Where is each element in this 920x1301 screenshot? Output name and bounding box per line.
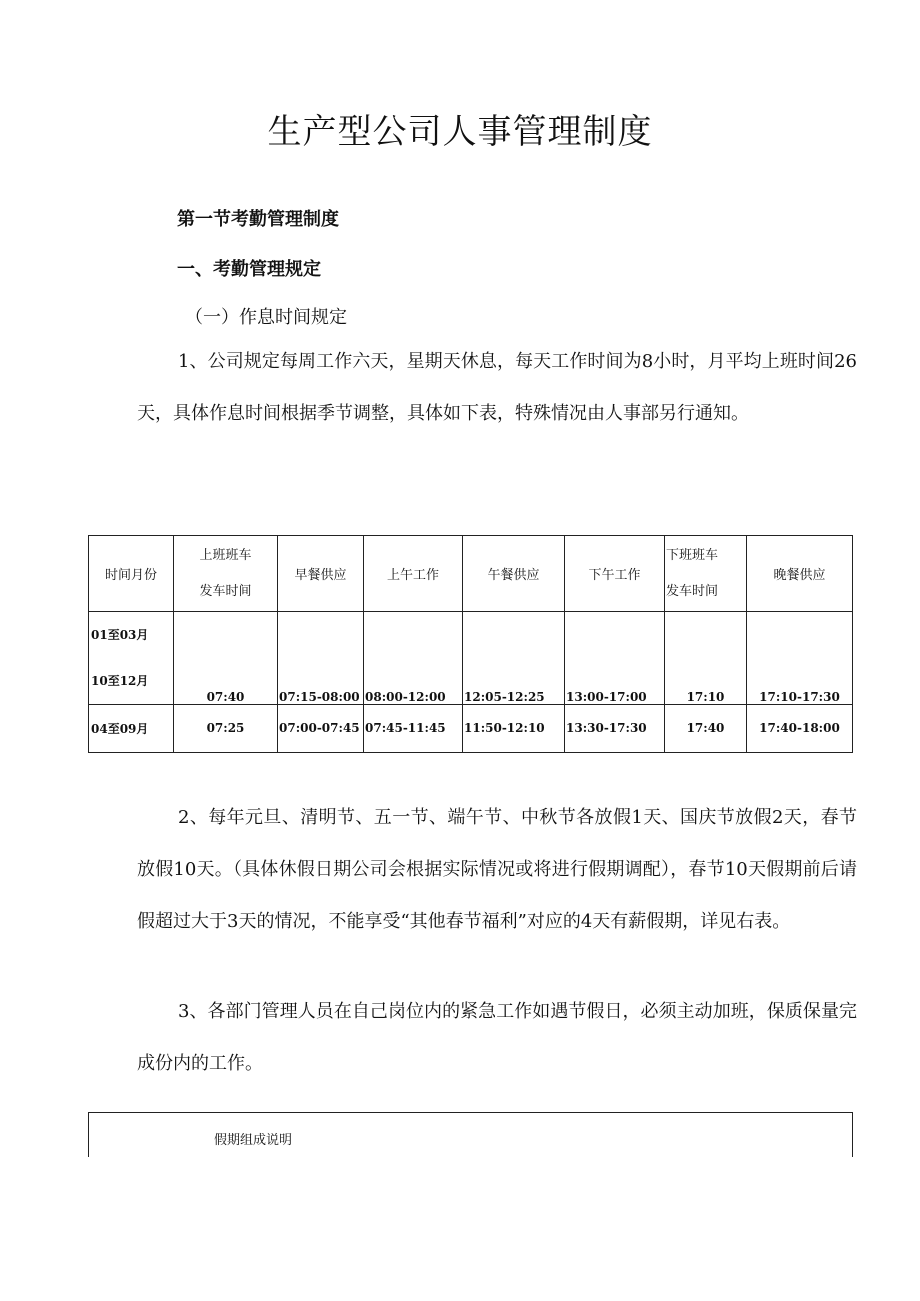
header-commute-in-line1: 上班班车 xyxy=(199,547,252,563)
holiday-table-title: 假期组成说明 xyxy=(214,1133,293,1148)
header-breakfast: 早餐供应 xyxy=(278,536,364,612)
cell-afternoon-work xyxy=(565,705,665,753)
cell-commute-out xyxy=(665,705,747,753)
paragraph-1: 1、公司规定每周工作六天，星期天休息，每天工作时间为8小时，月平均上班时间26天，具体作息时间根据季节调整，具体如下表，特殊情况由人事部另行通知。 xyxy=(137,351,857,424)
header-month: 时间月份 xyxy=(89,536,174,612)
section-heading: 第一节考勤管理制度 xyxy=(177,209,339,230)
paragraph-3: 3、各部门管理人员在自己岗位内的紧急工作如遇节假日，必须主动加班，保质保量完成份内的工作。 xyxy=(137,1001,857,1074)
holiday-table xyxy=(88,1112,853,1157)
subsection-heading: 一、考勤管理规定 xyxy=(177,259,321,280)
cell-dinner xyxy=(747,612,853,705)
cell-morning-work xyxy=(364,612,463,705)
header-lunch: 午餐供应 xyxy=(463,536,565,612)
afternoon-work-time: 13:00-17:00 xyxy=(566,690,647,704)
commute-in-time: 07:25 xyxy=(206,721,245,735)
header-dinner: 晚餐供应 xyxy=(747,536,853,612)
header-afternoon-work: 下午工作 xyxy=(565,536,665,612)
paragraph-2: 2、每年元旦、清明节、五一节、端午节、中秋节各放假1天、国庆节放假2天，春节放假10天。（具体休假日期公司会根据实际情况或将进行假期调配），春节10天假期前后请假超过大于3天的情况，不能享受“其他春节福利”对应的4天有薪假期，详见右表。 xyxy=(137,807,857,932)
schedule-table xyxy=(88,535,853,753)
header-commute-out-line2: 发车时间 xyxy=(666,583,719,599)
lunch-time: 11:50-12:10 xyxy=(464,721,545,735)
month-cell xyxy=(89,705,174,753)
breakfast-time: 07:15-08:00 xyxy=(279,690,360,704)
month-range: 04至09月 xyxy=(91,722,149,736)
header-commute-out xyxy=(665,536,747,612)
cell-dinner xyxy=(747,705,853,753)
month-range: 01至03月 xyxy=(91,628,149,642)
lunch-time: 12:05-12:25 xyxy=(464,690,545,704)
afternoon-work-time: 13:30-17:30 xyxy=(566,721,647,735)
header-morning-work: 上午工作 xyxy=(364,536,463,612)
table-row xyxy=(89,705,853,753)
dinner-time: 17:10-17:30 xyxy=(759,690,840,704)
commute-out-time: 17:40 xyxy=(686,721,725,735)
commute-in-time: 07:40 xyxy=(206,690,245,704)
month-range: 10至12月 xyxy=(91,674,149,688)
sub-item-heading: （一）作息时间规定 xyxy=(185,307,347,328)
dinner-time: 17:40-18:00 xyxy=(759,721,840,735)
morning-work-time: 08:00-12:00 xyxy=(365,690,446,704)
document-title: 生产型公司人事管理制度 xyxy=(267,112,653,152)
cell-afternoon-work xyxy=(565,612,665,705)
month-cell xyxy=(89,612,174,705)
cell-commute-in xyxy=(174,705,278,753)
cell-lunch xyxy=(463,612,565,705)
cell-breakfast xyxy=(278,705,364,753)
commute-out-time: 17:10 xyxy=(686,690,725,704)
cell-commute-in xyxy=(174,612,278,705)
cell-commute-out xyxy=(665,612,747,705)
morning-work-time: 07:45-11:45 xyxy=(365,721,446,735)
cell-morning-work xyxy=(364,705,463,753)
cell-lunch xyxy=(463,705,565,753)
header-commute-out-line1: 下班班车 xyxy=(666,547,719,563)
table-row xyxy=(89,612,853,705)
table-header-row xyxy=(89,536,853,612)
header-commute-in-line2: 发车时间 xyxy=(199,583,252,599)
cell-breakfast xyxy=(278,612,364,705)
breakfast-time: 07:00-07:45 xyxy=(279,721,360,735)
header-commute-in xyxy=(174,536,278,612)
